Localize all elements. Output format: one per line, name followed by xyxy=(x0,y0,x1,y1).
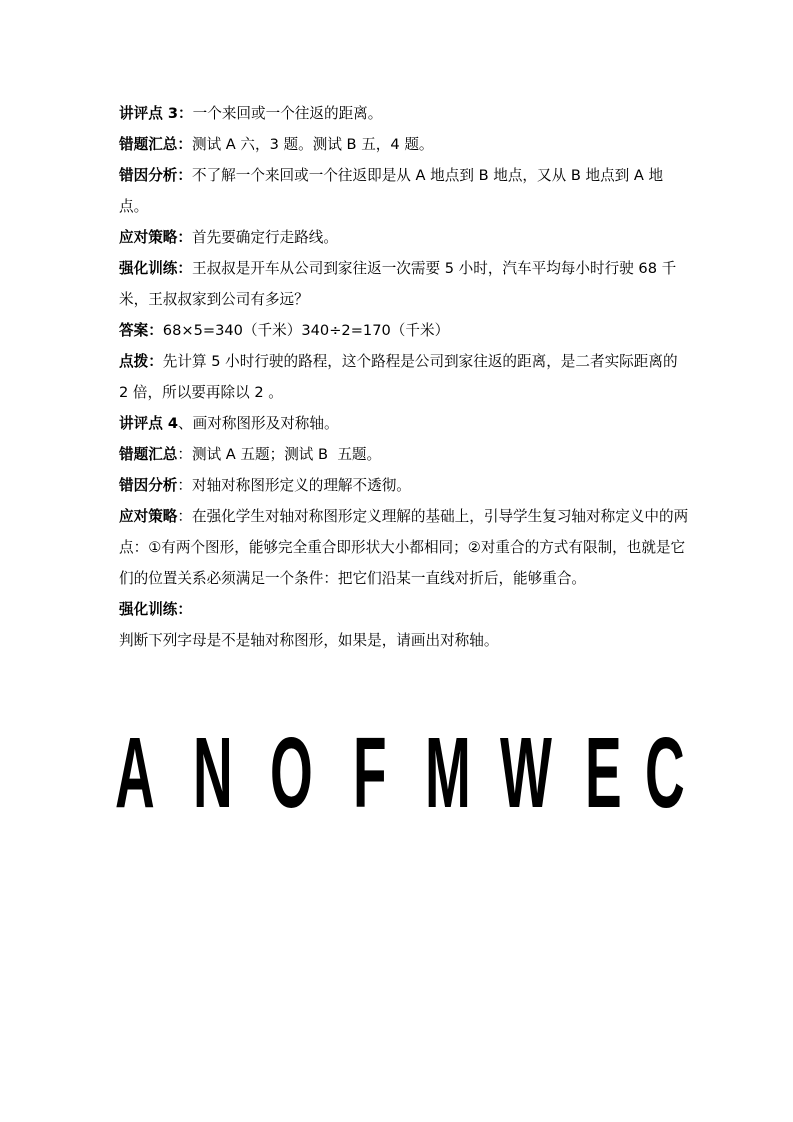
paragraph-label: 答案： xyxy=(119,322,163,339)
paragraph-6 xyxy=(119,315,689,346)
letter-n: N xyxy=(193,717,233,829)
paragraph-text: 王叔叔是开车从公司到家往返一次需要 5 小时，汽车平均每小时行驶 68 千米，王叔叔家到公司有多远？ xyxy=(119,260,677,308)
paragraph-label: 讲评点 4 xyxy=(119,415,179,432)
paragraph-3 xyxy=(119,160,689,222)
document-body xyxy=(119,98,689,656)
paragraph-label: 错因分析： xyxy=(119,167,192,184)
paragraph-text: 、画对称图形及对称轴。 xyxy=(178,415,339,432)
paragraph-text: 一个来回或一个往返的距离。 xyxy=(192,105,383,122)
paragraph-label: 错题汇总 xyxy=(119,446,178,463)
paragraph-text: 不了解一个来回或一个往返即是从 A 地点到 B 地点，又从 B 地点到 A 地点。 xyxy=(119,167,664,215)
letter-c: C xyxy=(645,717,685,829)
letter-f: F xyxy=(353,717,387,829)
paragraph-text: 判断下列字母是不是轴对称图形，如果是，请画出对称轴。 xyxy=(119,632,499,649)
paragraph-text: 首先要确定行走路线。 xyxy=(191,229,338,246)
paragraph-2 xyxy=(119,129,689,160)
paragraph-label: 错因分析 xyxy=(119,477,178,494)
paragraph-text: 68×5=340（千米）340÷2=170（千米） xyxy=(162,322,450,339)
paragraph-label: 点拨： xyxy=(119,353,163,370)
paragraph-8 xyxy=(119,408,689,439)
paragraph-text: ：测试 A 五题；测试 B 五题。 xyxy=(177,446,382,463)
paragraph-label: 错题汇总： xyxy=(119,136,192,153)
paragraph-label: 强化训练： xyxy=(119,601,192,618)
paragraph-4 xyxy=(119,222,689,253)
paragraph-13 xyxy=(119,625,689,656)
letter-row xyxy=(115,718,715,828)
paragraph-text: ：在强化学生对轴对称图形定义理解的基础上，引导学生复习轴对称定义中的两点：①有两个图形，能够完全重合即形状大小都相同；②对重合的方式有限制，也就是它们的位置关系必须满足一个条件：把它们沿某一直线对折后，能够重合。 xyxy=(119,508,689,587)
letter-o: O xyxy=(270,717,313,829)
letter-e: E xyxy=(585,717,622,829)
letter-w: W xyxy=(500,717,552,829)
paragraph-10 xyxy=(119,470,689,501)
paragraph-7 xyxy=(119,346,689,408)
paragraph-text: 先计算 5 小时行驶的路程，这个路程是公司到家往返的距离，是二者实际距离的 2 倍，所以要再除以 2 。 xyxy=(119,353,683,401)
letter-a: A xyxy=(115,717,155,829)
paragraph-9 xyxy=(119,439,689,470)
paragraph-1 xyxy=(119,98,689,129)
paragraph-label: 应对策略： xyxy=(119,229,192,246)
paragraph-label: 应对策略 xyxy=(119,508,178,525)
paragraph-text: 测试 A 六，3 题。测试 B 五，4 题。 xyxy=(191,136,434,153)
paragraph-12 xyxy=(119,594,689,625)
letter-m: M xyxy=(425,717,471,829)
paragraph-label: 强化训练： xyxy=(119,260,192,277)
paragraph-11 xyxy=(119,501,689,594)
paragraph-text: ：对轴对称图形定义的理解不透彻。 xyxy=(177,477,411,494)
paragraph-5 xyxy=(119,253,689,315)
paragraph-label: 讲评点 3： xyxy=(119,105,193,122)
